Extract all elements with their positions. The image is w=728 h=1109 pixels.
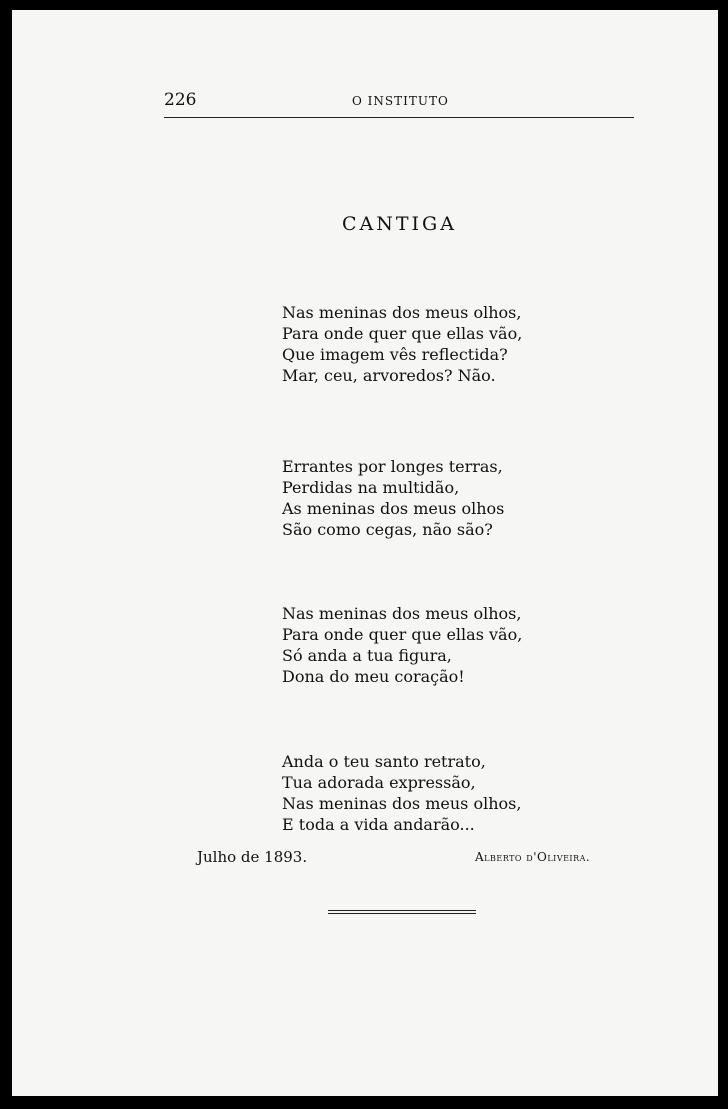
verse-line: As meninas dos meus olhos (282, 499, 505, 518)
verse-line: Perdidas na multidão, (282, 478, 460, 497)
stanza-4 (282, 751, 521, 835)
end-rule (328, 910, 476, 911)
stanza-3 (282, 603, 522, 687)
verse-line: Tua adorada expressão, (282, 773, 476, 792)
poem-author: Alberto d'Oliveira. (475, 850, 591, 864)
verse-line: E toda a vida andarão... (282, 815, 475, 834)
stanza-2 (282, 456, 504, 540)
verse-line: Para onde quer que ellas vão, (282, 625, 523, 644)
verse-line: Que imagem vês reflectida? (282, 345, 508, 364)
page-number: 226 (164, 90, 197, 110)
verse-line: Errantes por longes terras, (282, 457, 503, 476)
verse-line: Mar, ceu, arvoredos? Não. (282, 366, 496, 385)
book-page (12, 10, 718, 1096)
verse-line: Nas meninas dos meus olhos, (282, 604, 522, 623)
poem-date: Julho de 1893. (197, 848, 308, 866)
end-rule (328, 913, 476, 914)
verse-line: Anda o teu santo retrato, (282, 752, 486, 771)
poem-title: CANTIGA (342, 213, 457, 235)
verse-line: Para onde quer que ellas vão, (282, 324, 523, 343)
verse-line: Nas meninas dos meus olhos, (282, 794, 522, 813)
verse-line: Nas meninas dos meus olhos, (282, 303, 522, 322)
header-rule (164, 117, 634, 118)
verse-line: São como cegas, não são? (282, 520, 493, 539)
verse-line: Só anda a tua figura, (282, 646, 452, 665)
stanza-1 (282, 302, 522, 386)
verse-line: Dona do meu coração! (282, 667, 465, 686)
running-title: O INSTITUTO (352, 94, 449, 108)
